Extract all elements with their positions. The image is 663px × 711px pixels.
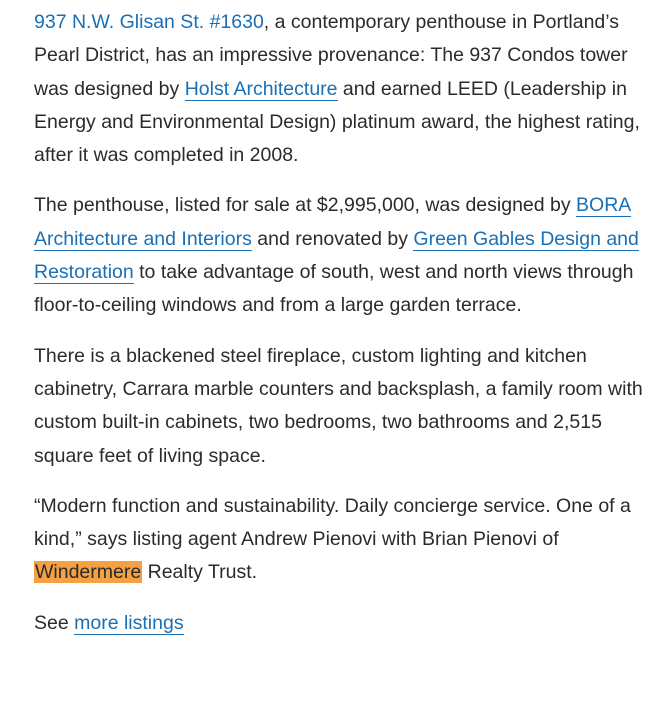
- address-link[interactable]: 937 N.W. Glisan St. #1630: [34, 11, 264, 33]
- design-text-c: to take advantage of south, west and north views through floor-to-ceiling windows and from a large garden terrace.: [34, 261, 634, 317]
- see-more-text: See: [34, 611, 75, 634]
- bora-architecture-link[interactable]: BORA Architecture and Interiors: [34, 194, 632, 250]
- paragraph-design: [34, 189, 654, 322]
- quote-text-b: Realty Trust.: [142, 561, 258, 584]
- paragraph-quote: [34, 490, 654, 590]
- article-body: [34, 6, 654, 657]
- intro-text-a: , a contemporary penthouse in Portland’s Pearl District, has an impressive provenance: The 937 Condos tower was designed by: [34, 11, 628, 100]
- green-gables-link[interactable]: Green Gables Design and Restoration: [34, 227, 639, 284]
- design-text-b: and renovated by: [251, 227, 414, 250]
- intro-text-b: and earned LEED (Leadership in Energy and Environmental Design) platinum award, the highest rating, after it was completed in 2008.: [34, 77, 640, 167]
- windermere-highlight: Windermere: [35, 561, 142, 584]
- paragraph-features: [34, 340, 654, 473]
- holst-architecture-link[interactable]: Holst Architecture: [184, 77, 338, 100]
- design-text-a: The penthouse, listed for sale at $2,995,000, was designed by: [34, 194, 577, 217]
- quote-text-a: “Modern function and sustainability. Daily concierge service. One of a kind,” says listing agent Andrew Pienovi with Brian Pienovi of: [34, 494, 631, 551]
- paragraph-see-more: [34, 607, 654, 640]
- more-listings-link[interactable]: more listings: [74, 611, 184, 634]
- features-text: There is a blackened steel fireplace, custom lighting and kitchen cabinetry, Carrara marble counters and backsplash, a family room with custom built-in cabinets, two bedrooms, two bathrooms and 2,515 square feet of living space.: [34, 344, 643, 467]
- paragraph-intro: [34, 6, 654, 172]
